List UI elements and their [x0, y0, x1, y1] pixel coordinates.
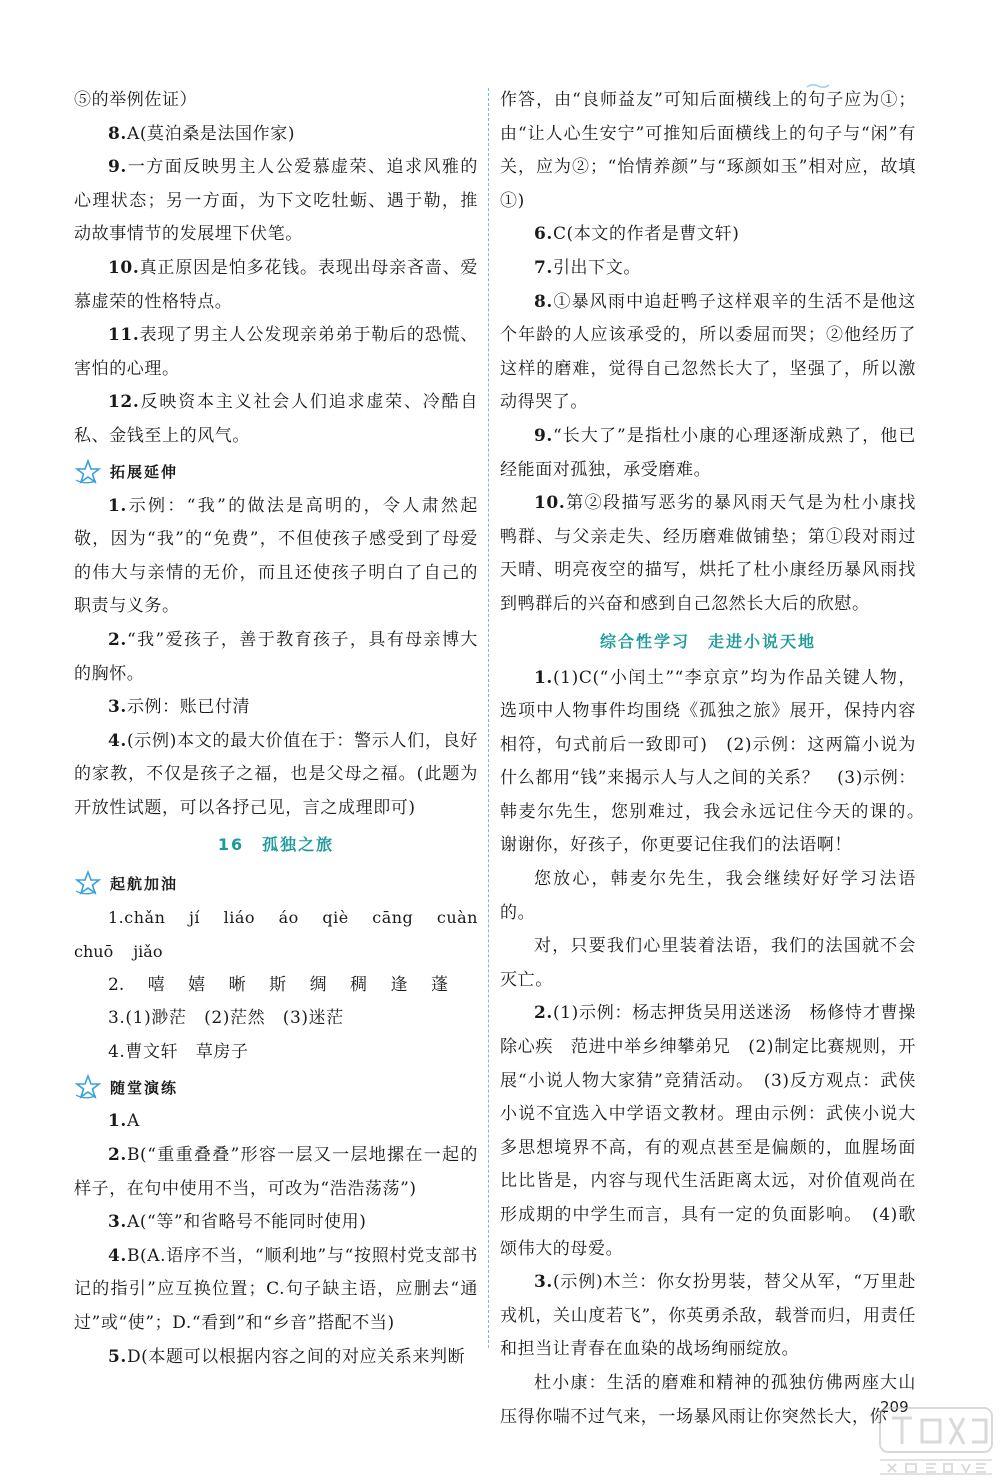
pinyin-row: 1.chǎn jí liáo áo qiè cāng cuàn: [108, 908, 478, 928]
left-column: [74, 84, 478, 1374]
answers-group-a: [74, 118, 478, 454]
section-label: 拓展延伸: [110, 463, 179, 482]
section-label: 随堂演练: [110, 1078, 179, 1097]
answer-line: 对，只要我们心里装着法语，我们的法国就不会灭亡。: [500, 936, 916, 990]
answer-item: 9.“长大了”是指杜小康的心理逐渐成熟了，他已经能面对孤独，承受磨难。: [500, 425, 916, 480]
answer-item: 2.B(“重重叠叠”形容一层又一层地摞在一起的样子，在句中使用不当，可改为“浩浩荡荡”): [74, 1145, 478, 1199]
page-number: 209: [880, 1398, 909, 1416]
answer-item: 6.C(本文的作者是曹文轩): [534, 224, 740, 245]
star-icon: [74, 458, 102, 486]
answer-item: 5.D(本题可以根据内容之间的对应关系来判断: [108, 1346, 466, 1367]
answers-group-c: [74, 1105, 478, 1374]
right-intro: 作答，由“良师益友”可知后面横线上的句子应为①；由“让人心生安宁”可推知后面横线上的句子与“闲”有关，应为②；“怡情养颜”与“琢颜如玉”相对应，故填①): [500, 90, 916, 211]
comprehensive-answers: [500, 662, 934, 1435]
section-header-practice: [74, 1069, 478, 1105]
comprehensive-study-title: 综合性学习 走进小说天地: [599, 631, 816, 651]
answer-item: 3.A(“等”和省略号不能同时使用): [108, 1212, 367, 1233]
answer-item: 8.A(莫泊桑是法国作家): [108, 123, 296, 144]
section-label: 起航加油: [110, 874, 179, 893]
answer-item: 1.A: [108, 1111, 140, 1132]
answer-item: 3.示例：账已付清: [108, 697, 251, 718]
answer-item: 1.示例：“我”的做法是高明的，令人肃然起敬，因为“我”的“免费”，不但使孩子感受到了母爱的伟大与亲情的无价，而且还使孩子明白了自己的职责与义务。: [74, 495, 478, 617]
answer-line: 3.(1)渺茫 (2)茫然 (3)迷茫: [108, 1008, 344, 1029]
answer-item: 12.反映资本主义社会人们追求虚荣、冷酷自私、金钱至上的风气。: [74, 392, 478, 446]
star-icon: [74, 869, 102, 897]
answer-item: 3.(示例)木兰：你女扮男装，替父从军，“万里赴戎机，关山度若飞”，你英勇杀敌，载誉而归，用责任和担当让青春在血染的战场绚丽绽放。: [500, 1272, 916, 1360]
section-header-extend: [74, 454, 478, 490]
answer-item: 9.一方面反映男主人公爱慕虚荣、追求风雅的心理状态；另一方面，为下文吃牡蛎、遇于勒，推动故事情节的发展埋下伏笔。: [74, 157, 478, 245]
answer-item: 2.(1)示例：杨志押货吴用送迷汤 杨修恃才曹操除心疾 范进中举乡绅攀弟兄 (2)制定比赛规则，开展“小说人物大家猜”竞猜活动。 (3)反方观点：武侠小说不宜选入中学语文教材。理由示例：武侠小说大多思想境界不高，有的观点甚至是偏颇的，血腥场面比比皆是，内容与现代生活距离太远，对价值观尚在形成期的中学生而言，具有一定的负面影响。 (4)歌颂伟大的母爱。: [500, 1003, 916, 1259]
pinyin-row-continued: chuō jiǎo: [74, 942, 163, 962]
section-header-start: [74, 865, 478, 901]
answer-line: 您放心，韩麦尔先生，我会继续好好学习法语的。: [500, 869, 916, 923]
answer-item: 1.(1)C(“小闰土”“李京京”均为作品关键人物，选项中人物事件均围绕《孤独之旅》展开，保持内容相符，句式前后一致即可) (2)示例：这两篇小说为什么都用“钱”来揭示人与人之间的关系？ (3)示例：韩麦尔先生，您别难过，我会永远记住今天的课的。 谢谢你，好孩子，你更要记住我们的法语啊！: [500, 667, 934, 856]
column-divider: [488, 88, 489, 1348]
answer-item: 11.表现了男主人公发现亲弟弟于勒后的恐慌、害怕的心理。: [74, 325, 478, 379]
answer-item: 10.第②段描写恶劣的暴风雨天气是为杜小康找鸭群、与父亲走失、经历磨难做铺垫；第①段对雨过天晴、明亮夜空的描写，烘托了杜小康经历暴风雨找到鸭群后的兴奋和感到自己忽然长大后的欣慰。: [500, 493, 916, 614]
answers-group-b: [74, 490, 478, 826]
left-intro: ⑤的举例佐证）: [74, 90, 198, 110]
lesson-title: 16 孤独之旅: [217, 835, 335, 855]
star-icon: [74, 1073, 102, 1101]
answer-item: 2.“我”爱孩子，善于教育孩子，具有母亲博大的胸怀。: [74, 629, 478, 684]
character-row: 2. 嘻 嬉 晰 斯 绸 稠 逢 蓬: [108, 974, 448, 995]
answer-item: 10.真正原因是怕多花钱。表现出母亲吝啬、爱慕虚荣的性格特点。: [74, 257, 478, 312]
right-column: [500, 84, 934, 1434]
answer-line: 杜小康：生活的磨难和精神的孤独仿佛两座大山压得你喘不过气来，一场暴风雨让你突然长大，你: [500, 1372, 916, 1427]
answer-item: 4.B(A.语序不当，“顺利地”与“按照村党支部书记的指引”应互换位置；C.句子缺主语，应删去“通过”或“使”；D.“看到”和“乡音”搭配不当): [74, 1245, 478, 1333]
answer-line: 4.曹文轩 草房子: [108, 1041, 249, 1062]
answer-item: 7.引出下文。: [534, 257, 641, 278]
watermark-logo: [872, 1398, 1000, 1483]
answers-group-right-a: [500, 218, 916, 621]
answer-item: 4.(示例)本文的最大价值在于：警示人们，良好的家教，不仅是孩子之福，也是父母之福。(此题为开放性试题，可以各抒己见，言之成理即可): [74, 730, 478, 818]
answer-item: 8.①暴风雨中追赶鸭子这样艰辛的生活不是他这个年龄的人应该承受的，所以委屈而哭；②他经历了这样的磨难，觉得自己忽然长大了，坚强了，所以激动得哭了。: [500, 291, 916, 413]
